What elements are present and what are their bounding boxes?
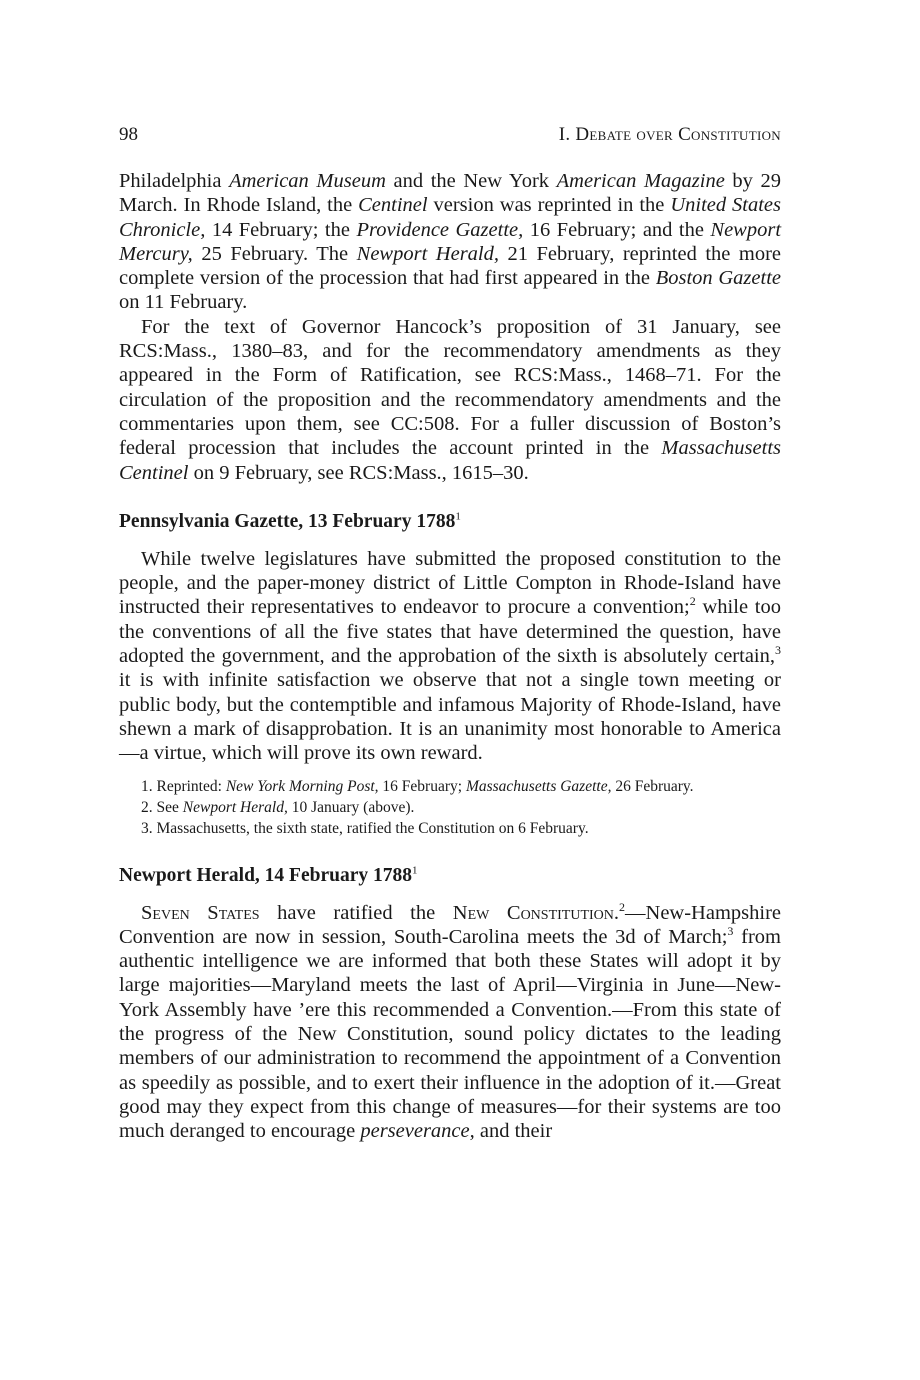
newport-herald-body: Seven States have ratified the New Constitution.$^2$—New-Hampshire Convention are now in session, South-Carolina meets the 3d of March;$^3$ from authentic intelligence we are informed that both these States will adopt it by large majorities—Maryland meets the last of April—Virginia in June—New-York Assembly have ’ere this recommended a Convention.—From this state of the progress of the New Constitution, sound policy dictates to the leading members of our administration to recommend the appointment of a Convention as speedily as possible, and to exert their influence in the adoption of it.—Great good may they expect from this change of measures—for their systems are too much deranged to encourage perseverance, and their	[119, 899, 781, 1143]
intro-paragraph-1: Philadelphia American Museum and the New York American Magazine by 29 March. In Rhode Island, the Centinel version was reprinted in the United States Chronicle, 14 February; the Providence Gazette, 16 February; and the Newport Mercury, 25 February. The Newport Herald, 21 February, reprinted the more complete version of the procession that had first appeared in the Boston Gazette on 11 February.	[119, 170, 782, 314]
footnote-2: 2. See Newport Herald, 10 January (above).	[141, 798, 415, 816]
footnotes	[119, 776, 781, 839]
note-marker: 3	[775, 643, 781, 658]
note-marker: 2	[619, 899, 626, 914]
section-heading-pennsylvania-gazette: Pennsylvania Gazette, 13 February 1788$^1$	[119, 510, 461, 532]
footnote-1: 1. Reprinted: New York Morning Post, 16 February; Massachusetts Gazette, 26 February.	[141, 777, 694, 795]
document-page	[119, 121, 781, 1144]
section-heading-newport-herald: Newport Herald, 14 February 1788$^1$	[119, 864, 418, 886]
pennsylvania-gazette-body: While twelve legislatures have submitted the proposed constitution to the people, and the paper-money district of Little Compton in Rhode-Island have instructed their representatives to endeavor to procure a convention;$^2$ while too the conventions of all the five states that have determined the question, have adopted the government, and the approbation of the sixth is absolutely certain,$^3$ it is with infinite satisfaction we observe that not a single town meeting or public body, but the contemptible and infamous Majority of Rhode-Island, have shewn a mark of disapprobation. It is an unanimity most honorable to America—a virtue, which will prove its own reward.	[119, 547, 781, 765]
intro-paragraph-2: For the text of Governor Hancock’s proposition of 31 January, see RCS:Mass., 1380–83, and for the recommendatory amendments as they appeared in the Form of Ratification, see RCS:Mass., 1468–71. For the circulation of the proposition and the recommendatory amendments and the commentaries upon them, see CC:508. For a fuller discussion of Boston’s federal procession that includes the account printed in the Massachusetts Centinel on 9 February, see RCS:Mass., 1615–30.	[119, 315, 781, 484]
footnote-3: 3. Massachusetts, the sixth state, ratified the Constitution on 6 February.	[141, 819, 589, 837]
running-title: I. Debate over Constitution	[558, 124, 781, 145]
page-header	[119, 121, 781, 149]
heading-note-marker: 1	[455, 510, 461, 523]
page-number: 98	[119, 124, 138, 145]
note-marker: 3	[727, 924, 734, 938]
heading-note-marker: 1	[412, 864, 418, 877]
note-marker: 2	[689, 594, 696, 609]
